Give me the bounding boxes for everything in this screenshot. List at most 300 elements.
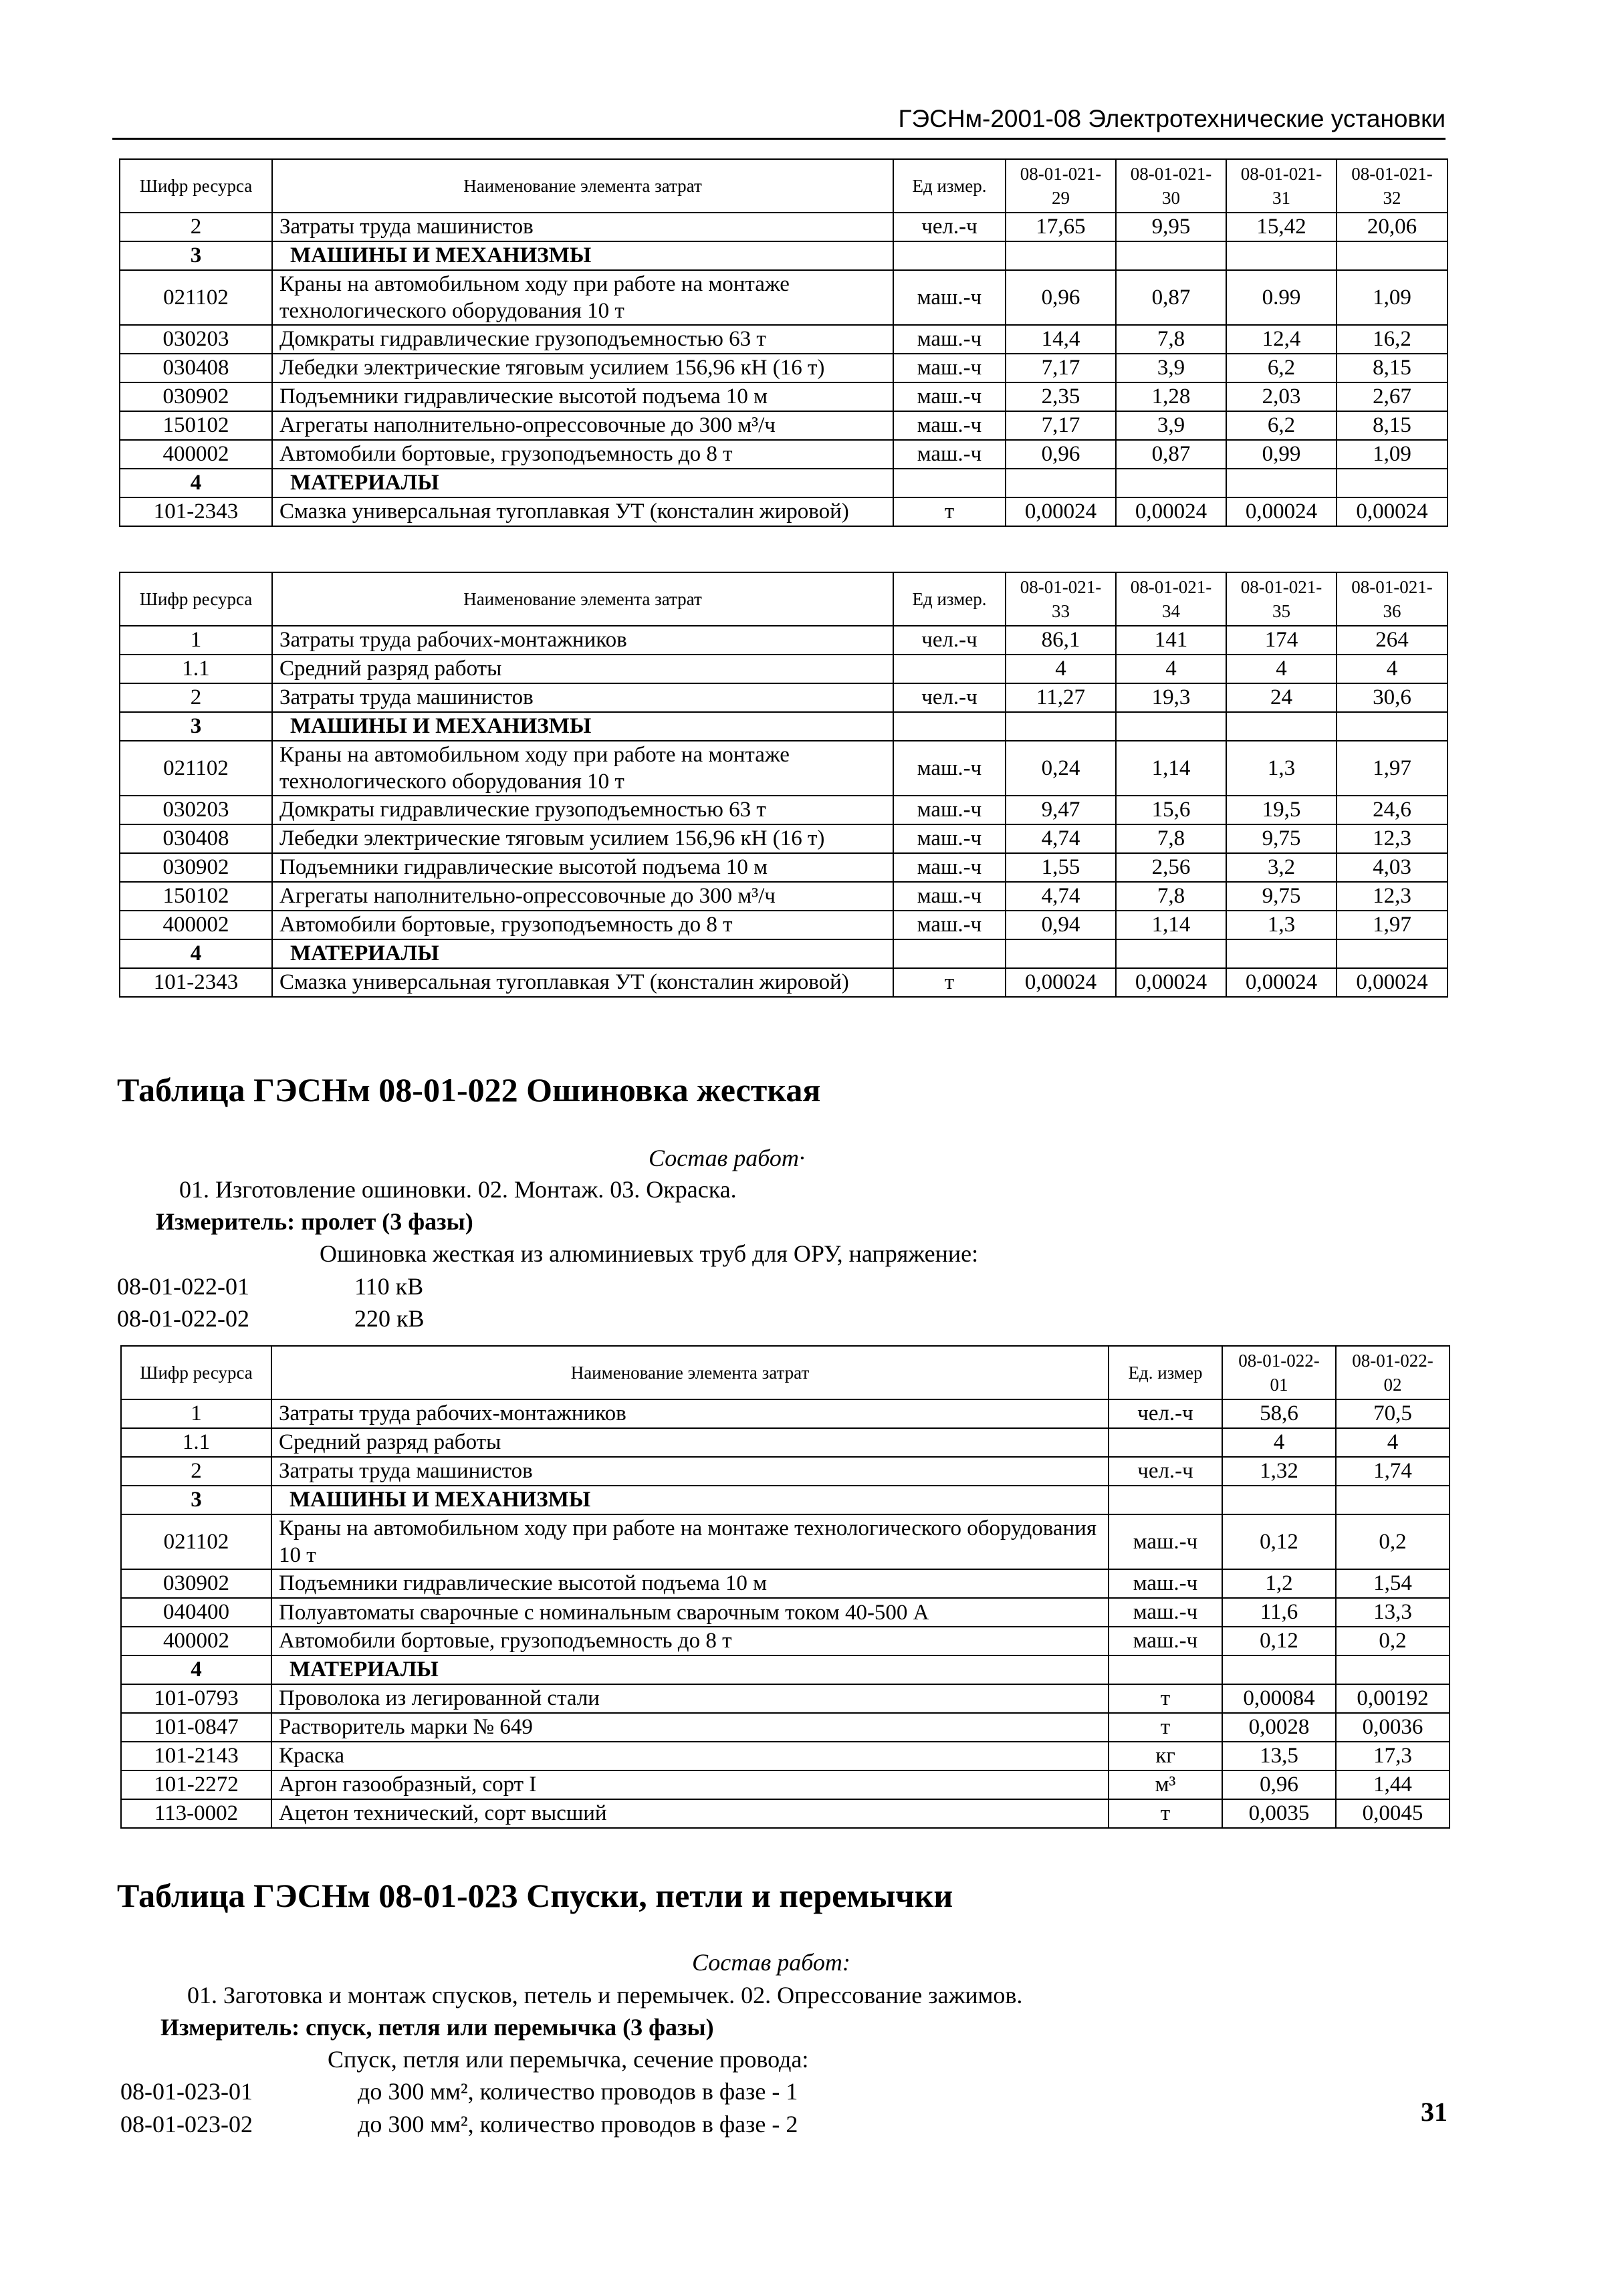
cell-unit: м³ — [1109, 1770, 1222, 1799]
cell-value: 7,17 — [1006, 411, 1116, 440]
header-name: Наименование элемента затрат — [272, 572, 893, 626]
table-row — [120, 968, 1448, 997]
table-023-title: Таблица ГЭСНм 08-01-023 Спуски, петли и перемычки — [117, 1877, 953, 1914]
cell-value: 1,32 — [1222, 1457, 1336, 1486]
cell-code: 400002 — [120, 440, 272, 469]
cell-name: Затраты труда машинистов — [272, 213, 893, 241]
cell-code: 4 — [120, 469, 272, 497]
cell-value: 0,2 — [1336, 1514, 1450, 1569]
meter-line — [160, 2013, 714, 2042]
cell-code: 3 — [120, 241, 272, 270]
cell-value: 4,74 — [1006, 882, 1116, 911]
cell-code: 113-0002 — [121, 1799, 271, 1828]
cell-unit: маш.-ч — [893, 354, 1006, 382]
work-text: 01. Заготовка и монтаж спусков, петель и перемычек. 02. Опрессование зажимов. — [187, 1982, 1023, 2008]
cell-value: 0,00084 — [1222, 1684, 1336, 1713]
cell-code: 3 — [121, 1486, 271, 1514]
cell-value: 4 — [1337, 655, 1448, 683]
cell-code: 3 — [120, 712, 272, 741]
table-header-row — [121, 1346, 1450, 1399]
cell-code: 150102 — [120, 411, 272, 440]
cell-code: 101-2343 — [120, 497, 272, 526]
section-row — [121, 1486, 1450, 1514]
table-row — [120, 853, 1448, 882]
cell-value — [1006, 469, 1116, 497]
cell-value: 0,00024 — [1006, 497, 1116, 526]
cell-code: 1.1 — [121, 1428, 271, 1457]
cell-unit: маш.-ч — [893, 796, 1006, 824]
cell-unit: т — [893, 497, 1006, 526]
header-col: 08-01-021-29 — [1006, 159, 1116, 213]
cell-value: 6,2 — [1226, 354, 1337, 382]
table-row — [121, 1684, 1450, 1713]
cell-unit — [893, 469, 1006, 497]
item-code: 08-01-022-01 — [117, 1273, 249, 1300]
cell-value — [1337, 939, 1448, 968]
cell-name: Подъемники гидравлические высотой подъема 10 м — [272, 382, 893, 411]
cell-value: 4,74 — [1006, 824, 1116, 853]
cell-code: 030203 — [120, 796, 272, 824]
cell-code: 150102 — [120, 882, 272, 911]
cell-value: 1,55 — [1006, 853, 1116, 882]
cell-name: Проволока из легированной стали — [271, 1684, 1109, 1713]
meter-value: спуск, петля или перемычка (3 фазы) — [306, 2014, 714, 2041]
table-row — [121, 1457, 1450, 1486]
cell-unit: чел.-ч — [1109, 1399, 1222, 1428]
cell-unit: т — [1109, 1713, 1222, 1742]
cell-name: Подъемники гидравлические высотой подъема 10 м — [272, 853, 893, 882]
cell-value: 58,6 — [1222, 1399, 1336, 1428]
cell-value: 14,4 — [1006, 325, 1116, 354]
meter-label: Измеритель: — [156, 1208, 296, 1235]
work-text: 01. Изготовление ошиновки. 02. Монтаж. 03. Окраска. — [179, 1176, 737, 1203]
header-col: 08-01-021-32 — [1337, 159, 1448, 213]
cell-value: 0,00024 — [1116, 497, 1226, 526]
cell-value: 4 — [1336, 1428, 1450, 1457]
cell-code: 4 — [120, 939, 272, 968]
table-row — [121, 1569, 1450, 1598]
cell-value: 0,00024 — [1337, 968, 1448, 997]
cell-value: 1,14 — [1116, 741, 1226, 796]
cell-code: 030203 — [120, 325, 272, 354]
cell-value: 8,15 — [1337, 354, 1448, 382]
cell-unit: маш.-ч — [893, 270, 1006, 325]
cell-code: 021102 — [120, 741, 272, 796]
cell-unit: маш.-ч — [1109, 1598, 1222, 1627]
cell-name: Агрегаты наполнительно-опрессовочные до 300 м³/ч — [272, 882, 893, 911]
table-row — [120, 741, 1448, 796]
cell-unit: маш.-ч — [893, 911, 1006, 939]
cell-code: 2 — [120, 213, 272, 241]
item-text: до 300 мм², количество проводов в фазе - 1 — [358, 2078, 798, 2105]
cell-value: 0,12 — [1222, 1627, 1336, 1655]
cell-value: 12,4 — [1226, 325, 1337, 354]
header-name: Наименование элемента затрат — [272, 159, 893, 213]
cell-code: 1 — [121, 1399, 271, 1428]
cell-value: 3,9 — [1116, 354, 1226, 382]
cell-value: 24 — [1226, 683, 1337, 712]
cell-value: 1,3 — [1226, 911, 1337, 939]
cell-code: 101-0847 — [121, 1713, 271, 1742]
header-col: 08-01-021-31 — [1226, 159, 1337, 213]
cell-unit: т — [1109, 1799, 1222, 1828]
item-text: 220 кВ — [354, 1305, 425, 1332]
cell-value: 1,44 — [1336, 1770, 1450, 1799]
cell-value — [1116, 469, 1226, 497]
header-code: Шифр ресурса — [120, 159, 272, 213]
cell-code: 021102 — [121, 1514, 271, 1569]
cell-value: 12,3 — [1337, 824, 1448, 853]
cell-name: Автомобили бортовые, грузоподъемность до 8 т — [271, 1627, 1109, 1655]
header-code: Шифр ресурса — [120, 572, 272, 626]
cell-value: 7,8 — [1116, 824, 1226, 853]
table-row — [120, 796, 1448, 824]
cell-code: 030902 — [121, 1569, 271, 1598]
table-row — [120, 882, 1448, 911]
cell-value: 19,3 — [1116, 683, 1226, 712]
cell-name: МАТЕРИАЛЫ — [271, 1655, 1109, 1684]
cell-value: 0,00024 — [1226, 497, 1337, 526]
cell-value — [1226, 712, 1337, 741]
cell-name: МАТЕРИАЛЫ — [272, 939, 893, 968]
header-col: 08-01-021-33 — [1006, 572, 1116, 626]
cell-value: 0.99 — [1226, 270, 1337, 325]
table-row — [120, 354, 1448, 382]
header-name: Наименование элемента затрат — [271, 1346, 1109, 1399]
cell-unit: т — [893, 968, 1006, 997]
cell-value: 0,2 — [1336, 1627, 1450, 1655]
cell-unit: маш.-ч — [893, 382, 1006, 411]
cell-value: 0,00192 — [1336, 1684, 1450, 1713]
section-row — [120, 241, 1448, 270]
cell-value: 13,3 — [1336, 1598, 1450, 1627]
cell-name: Смазка универсальная тугоплавкая УТ (консталин жировой) — [272, 968, 893, 997]
table-022-title: Таблица ГЭСНм 08-01-022 Ошиновка жесткая — [117, 1071, 821, 1109]
section-row — [120, 469, 1448, 497]
cell-value: 7,8 — [1116, 882, 1226, 911]
cell-name: Растворитель марки № 649 — [271, 1713, 1109, 1742]
page-number: 31 — [1421, 2097, 1448, 2127]
cell-value: 86,1 — [1006, 626, 1116, 655]
table-row — [120, 270, 1448, 325]
cell-value: 4 — [1116, 655, 1226, 683]
cell-value: 15,42 — [1226, 213, 1337, 241]
cell-value — [1222, 1486, 1336, 1514]
table-row — [120, 824, 1448, 853]
cell-code: 101-2143 — [121, 1742, 271, 1770]
cell-value: 70,5 — [1336, 1399, 1450, 1428]
cell-value: 19,5 — [1226, 796, 1337, 824]
cell-value: 11,27 — [1006, 683, 1116, 712]
header-unit: Ед измер. — [893, 159, 1006, 213]
cell-name: Автомобили бортовые, грузоподъемность до 8 т — [272, 440, 893, 469]
table-row — [120, 911, 1448, 939]
page-header — [112, 100, 1446, 140]
cell-value: 0,0028 — [1222, 1713, 1336, 1742]
cell-code: 400002 — [120, 911, 272, 939]
cell-value: 174 — [1226, 626, 1337, 655]
cell-value: 0,96 — [1006, 440, 1116, 469]
cell-name: Затраты труда машинистов — [271, 1457, 1109, 1486]
cell-value — [1006, 712, 1116, 741]
cell-value: 7,17 — [1006, 354, 1116, 382]
cell-name: Домкраты гидравлические грузоподъемностью 63 т — [272, 796, 893, 824]
cell-value: 12,3 — [1337, 882, 1448, 911]
cell-name: Подъемники гидравлические высотой подъема 10 м — [271, 1569, 1109, 1598]
cell-code: 101-0793 — [121, 1684, 271, 1713]
cell-code: 030408 — [120, 354, 272, 382]
meter-line — [156, 1207, 473, 1236]
cell-value: 6,2 — [1226, 411, 1337, 440]
meter-value: пролет (3 фазы) — [301, 1208, 473, 1235]
cell-value: 0,94 — [1006, 911, 1116, 939]
cell-unit: маш.-ч — [893, 325, 1006, 354]
cell-value: 4 — [1006, 655, 1116, 683]
cell-value: 0,0045 — [1336, 1799, 1450, 1828]
cell-unit: чел.-ч — [893, 626, 1006, 655]
cost-table-022 — [120, 1345, 1450, 1829]
section-row — [120, 712, 1448, 741]
cell-value: 0,96 — [1006, 270, 1116, 325]
cell-unit: маш.-ч — [893, 824, 1006, 853]
header-col: 08-01-021-34 — [1116, 572, 1226, 626]
header-col: 08-01-021-35 — [1226, 572, 1337, 626]
cell-name: Затраты труда машинистов — [272, 683, 893, 712]
cell-value — [1116, 712, 1226, 741]
cell-code: 1 — [120, 626, 272, 655]
cell-unit: маш.-ч — [893, 882, 1006, 911]
table-row — [120, 683, 1448, 712]
cell-name: Краны на автомобильном ходу при работе на монтаже технологического оборудования 10 т — [271, 1514, 1109, 1569]
header-col: 08-01-021-36 — [1337, 572, 1448, 626]
work-label: Состав работ: — [692, 1949, 850, 1976]
cell-code: 101-2343 — [120, 968, 272, 997]
cell-value: 0,99 — [1226, 440, 1337, 469]
cell-code: 4 — [121, 1655, 271, 1684]
cell-value: 0,00024 — [1006, 968, 1116, 997]
table-header-row — [120, 572, 1448, 626]
table-row — [121, 1742, 1450, 1770]
cell-unit: чел.-ч — [893, 683, 1006, 712]
cell-unit: т — [1109, 1684, 1222, 1713]
cell-value: 0,12 — [1222, 1514, 1336, 1569]
cell-value: 0,87 — [1116, 440, 1226, 469]
meter-label: Измеритель: — [160, 2014, 300, 2041]
cell-value: 0,96 — [1222, 1770, 1336, 1799]
cell-name: Агрегаты наполнительно-опрессовочные до 300 м³/ч — [272, 411, 893, 440]
cell-value — [1226, 241, 1337, 270]
description: Спуск, петля или перемычка, сечение провода: — [328, 2046, 809, 2073]
cell-value: 0,00024 — [1337, 497, 1448, 526]
cell-name: Средний разряд работы — [271, 1428, 1109, 1457]
cell-name: МАШИНЫ И МЕХАНИЗМЫ — [272, 712, 893, 741]
cell-value: 1,14 — [1116, 911, 1226, 939]
cell-value: 3,9 — [1116, 411, 1226, 440]
cell-unit: маш.-ч — [1109, 1627, 1222, 1655]
item-text: до 300 мм², количество проводов в фазе - 2 — [358, 2111, 798, 2138]
cell-value — [1337, 712, 1448, 741]
cell-unit: кг — [1109, 1742, 1222, 1770]
section-row — [120, 939, 1448, 968]
cell-value: 13,5 — [1222, 1742, 1336, 1770]
cell-value: 264 — [1337, 626, 1448, 655]
cell-code: 400002 — [121, 1627, 271, 1655]
cell-value — [1336, 1655, 1450, 1684]
cell-name: Лебедки электрические тяговым усилием 156,96 кН (16 т) — [272, 354, 893, 382]
description: Ошиновка жесткая из алюминиевых труб для ОРУ, напряжение: — [320, 1240, 979, 1267]
cell-value: 0,0035 — [1222, 1799, 1336, 1828]
header-code: Шифр ресурса — [121, 1346, 271, 1399]
table-row — [120, 497, 1448, 526]
cell-value — [1226, 469, 1337, 497]
cell-name: Краска — [271, 1742, 1109, 1770]
header-unit: Ед. измер — [1109, 1346, 1222, 1399]
cell-value — [1116, 939, 1226, 968]
cell-name: Краны на автомобильном ходу при работе на монтаже технологического оборудования 10 т — [272, 270, 893, 325]
cell-value: 0,00024 — [1116, 968, 1226, 997]
cell-value — [1336, 1486, 1450, 1514]
table-header-row — [120, 159, 1448, 213]
cell-code: 101-2272 — [121, 1770, 271, 1799]
table-row — [121, 1514, 1450, 1569]
cell-name: Ацетон технический, сорт высший — [271, 1799, 1109, 1828]
cell-value: 9,75 — [1226, 882, 1337, 911]
cell-unit: маш.-ч — [1109, 1514, 1222, 1569]
cell-name: Смазка универсальная тугоплавкая УТ (консталин жировой) — [272, 497, 893, 526]
cost-table-021-29-32 — [119, 158, 1448, 527]
cell-name: Затраты труда рабочих-монтажников — [271, 1399, 1109, 1428]
header-title: ГЭСНм-2001-08 Электротехнические установки — [898, 105, 1446, 132]
cell-name: МАШИНЫ И МЕХАНИЗМЫ — [271, 1486, 1109, 1514]
cell-value: 1,74 — [1336, 1457, 1450, 1486]
cell-unit — [1109, 1655, 1222, 1684]
item-code: 08-01-023-01 — [120, 2078, 253, 2105]
cell-value: 0,87 — [1116, 270, 1226, 325]
cell-name: МАТЕРИАЛЫ — [272, 469, 893, 497]
cell-value: 7,8 — [1116, 325, 1226, 354]
cell-value — [1222, 1655, 1336, 1684]
cell-code: 021102 — [120, 270, 272, 325]
cell-value: 16,2 — [1337, 325, 1448, 354]
cell-unit — [1109, 1428, 1222, 1457]
table-row — [121, 1428, 1450, 1457]
cell-value: 15,6 — [1116, 796, 1226, 824]
item-code: 08-01-022-02 — [117, 1305, 249, 1332]
header-col: 08-01-021-30 — [1116, 159, 1226, 213]
cell-name: Затраты труда рабочих-монтажников — [272, 626, 893, 655]
cell-value: 2,67 — [1337, 382, 1448, 411]
cell-name: МАШИНЫ И МЕХАНИЗМЫ — [272, 241, 893, 270]
cell-value — [1226, 939, 1337, 968]
cell-value: 0,24 — [1006, 741, 1116, 796]
table-row — [120, 655, 1448, 683]
cell-value: 2,56 — [1116, 853, 1226, 882]
cell-unit: чел.-ч — [893, 213, 1006, 241]
cell-unit: маш.-ч — [893, 741, 1006, 796]
item-text: 110 кВ — [354, 1273, 424, 1300]
table-row — [120, 213, 1448, 241]
table-row — [121, 1627, 1450, 1655]
cell-unit — [893, 241, 1006, 270]
cell-value — [1337, 469, 1448, 497]
section-row — [121, 1655, 1450, 1684]
cell-unit — [893, 939, 1006, 968]
cell-unit: маш.-ч — [893, 411, 1006, 440]
header-col: 08-01-022-01 — [1222, 1346, 1336, 1399]
table-row — [121, 1799, 1450, 1828]
cell-value: 1,3 — [1226, 741, 1337, 796]
cell-unit — [893, 655, 1006, 683]
cell-value: 141 — [1116, 626, 1226, 655]
cell-value: 9,47 — [1006, 796, 1116, 824]
cell-value: 2,35 — [1006, 382, 1116, 411]
cell-value: 17,3 — [1336, 1742, 1450, 1770]
cell-unit: маш.-ч — [1109, 1569, 1222, 1598]
header-unit: Ед измер. — [893, 572, 1006, 626]
table-row — [121, 1770, 1450, 1799]
cell-value: 1,97 — [1337, 741, 1448, 796]
cell-code: 1.1 — [120, 655, 272, 683]
cell-value: 4 — [1222, 1428, 1336, 1457]
cost-table-021-33-36 — [119, 572, 1448, 998]
cell-value: 11,6 — [1222, 1598, 1336, 1627]
cell-unit: маш.-ч — [893, 440, 1006, 469]
cell-value: 1,54 — [1336, 1569, 1450, 1598]
cell-value: 20,06 — [1337, 213, 1448, 241]
cell-code: 030408 — [120, 824, 272, 853]
cell-code: 2 — [121, 1457, 271, 1486]
cell-name: Лебедки электрические тяговым усилием 156,96 кН (16 т) — [272, 824, 893, 853]
work-label: Состав работ· — [649, 1145, 805, 1171]
cell-value: 9,75 — [1226, 824, 1337, 853]
header-col: 08-01-022-02 — [1336, 1346, 1450, 1399]
cell-value — [1006, 241, 1116, 270]
cell-unit: чел.-ч — [1109, 1457, 1222, 1486]
cell-value: 3,2 — [1226, 853, 1337, 882]
cell-value: 2,03 — [1226, 382, 1337, 411]
cell-value: 0,0036 — [1336, 1713, 1450, 1742]
cell-name: Автомобили бортовые, грузоподъемность до 8 т — [272, 911, 893, 939]
cell-value: 30,6 — [1337, 683, 1448, 712]
table-row — [121, 1713, 1450, 1742]
cell-value: 1,2 — [1222, 1569, 1336, 1598]
cell-value: 1,09 — [1337, 440, 1448, 469]
item-code: 08-01-023-02 — [120, 2111, 253, 2138]
cell-value: 9,95 — [1116, 213, 1226, 241]
cell-value: 1,09 — [1337, 270, 1448, 325]
cell-value — [1116, 241, 1226, 270]
table-row — [120, 411, 1448, 440]
table-row — [121, 1399, 1450, 1428]
cell-value: 4 — [1226, 655, 1337, 683]
cell-code: 030902 — [120, 853, 272, 882]
cell-unit — [1109, 1486, 1222, 1514]
table-row — [120, 440, 1448, 469]
cell-name: Краны на автомобильном ходу при работе на монтаже технологического оборудования 10 т — [272, 741, 893, 796]
cell-name: Средний разряд работы — [272, 655, 893, 683]
cell-value: 24,6 — [1337, 796, 1448, 824]
cell-value: 17,65 — [1006, 213, 1116, 241]
cell-code: 040400 — [121, 1598, 271, 1627]
cell-name: Полуавтоматы сварочные с номинальным сварочным током 40-500 А — [271, 1598, 1109, 1627]
cell-value: 1,97 — [1337, 911, 1448, 939]
cell-code: 030902 — [120, 382, 272, 411]
cell-name: Домкраты гидравлические грузоподъемностью 63 т — [272, 325, 893, 354]
cell-value: 4,03 — [1337, 853, 1448, 882]
cell-value: 0,00024 — [1226, 968, 1337, 997]
cell-code: 2 — [120, 683, 272, 712]
table-row — [121, 1598, 1450, 1627]
